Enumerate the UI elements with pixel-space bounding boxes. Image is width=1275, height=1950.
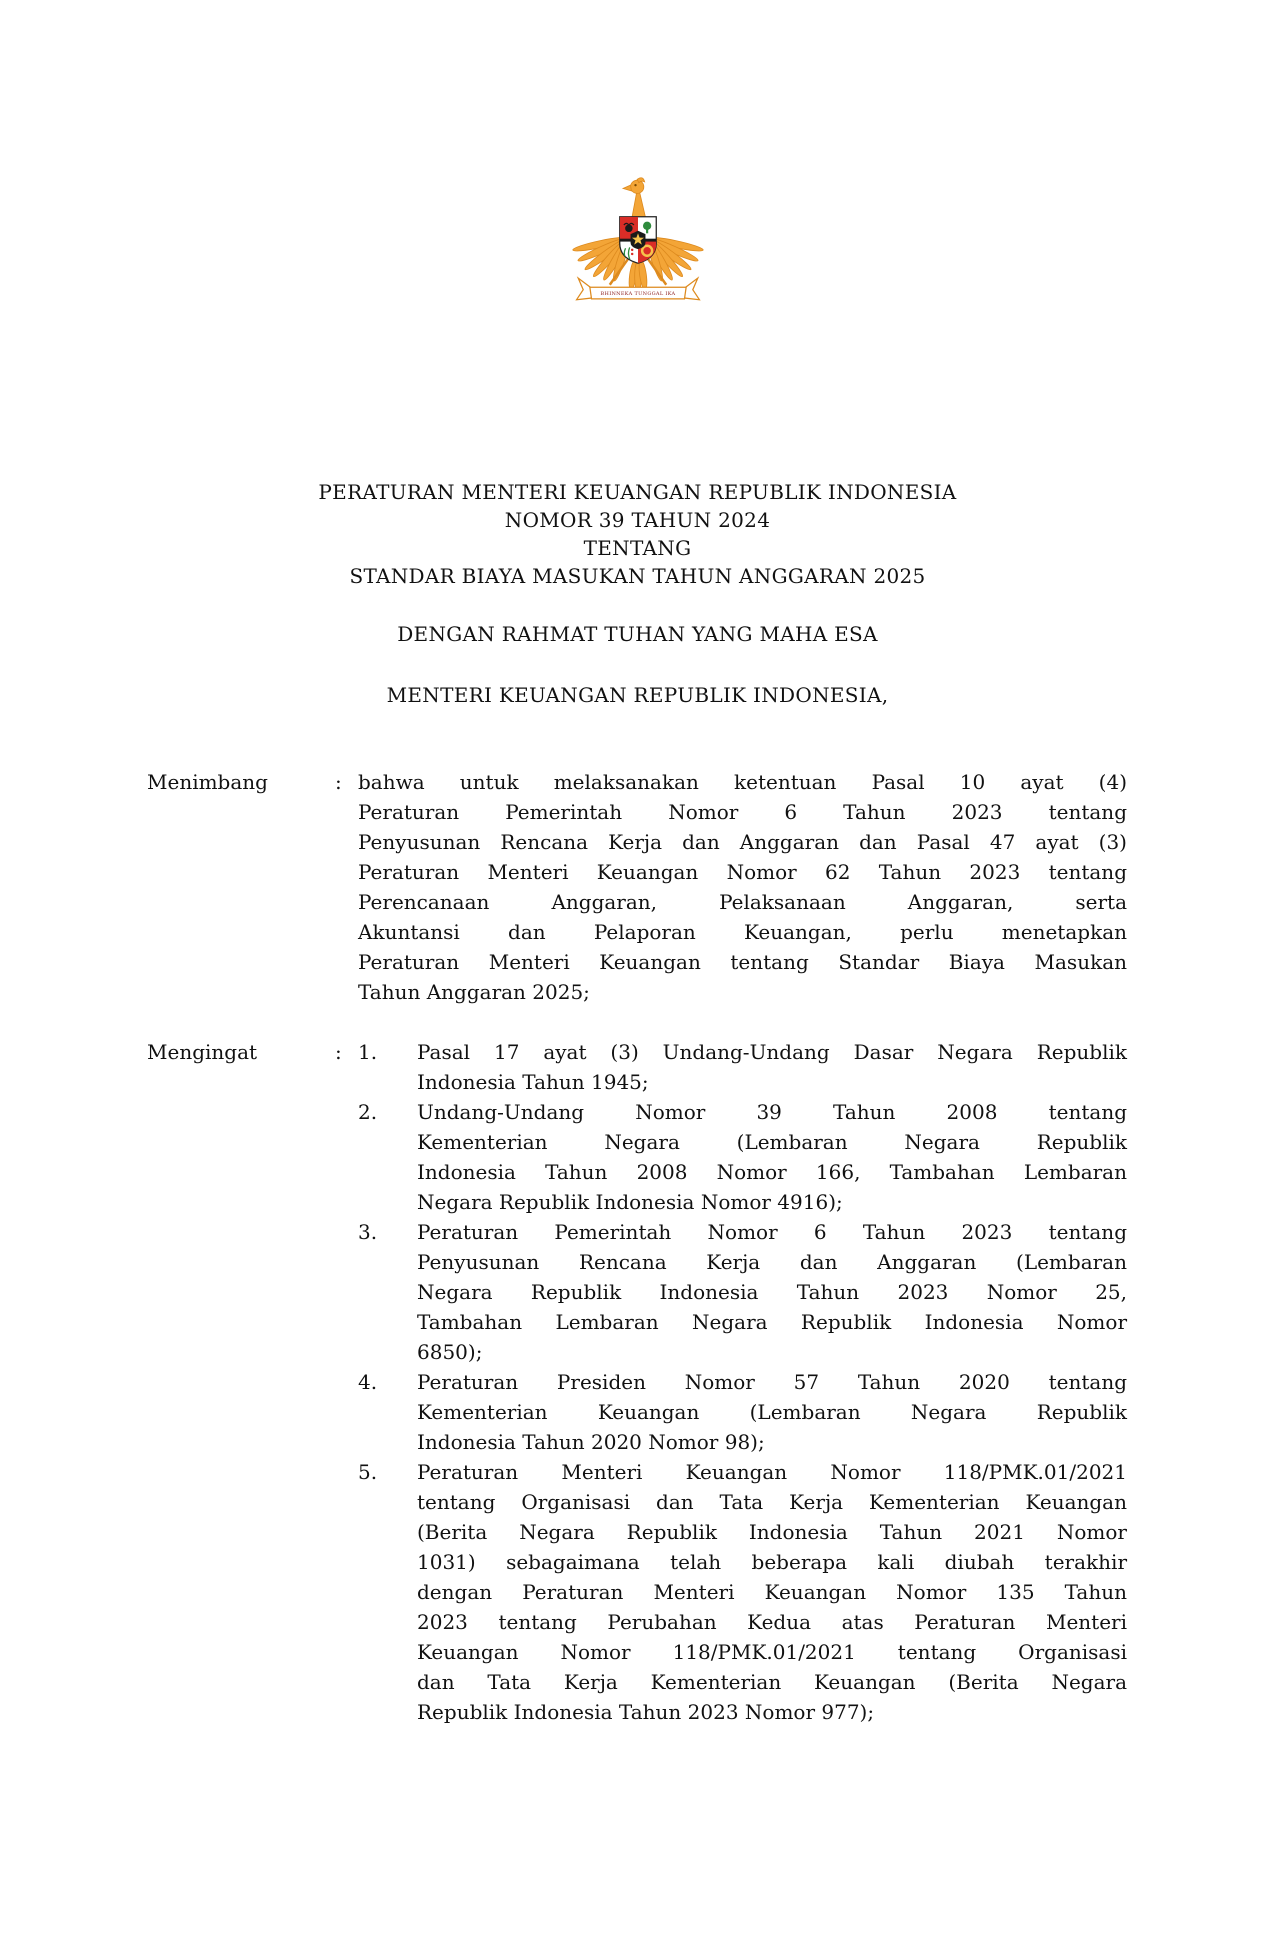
mengingat-line: Kementerian Keuangan (Lembaran Negara Republik <box>417 1400 1127 1424</box>
title-line-institution: PERATURAN MENTERI KEUANGAN REPUBLIK INDONESIA <box>318 480 957 504</box>
menimbang-line: Akuntansi dan Pelaporan Keuangan, perlu menetapkan <box>358 920 1127 944</box>
motto-text: BHINNEKA TUNGGAL IKA <box>600 291 675 298</box>
mengingat-line: Indonesia Tahun 2008 Nomor 166, Tambahan Lembaran <box>417 1160 1127 1184</box>
menimbang-line: Penyusunan Rencana Kerja dan Anggaran dan Pasal 47 ayat (3) <box>358 830 1127 854</box>
mengingat-line: 2023 tentang Perubahan Kedua atas Peraturan Menteri <box>417 1610 1127 1634</box>
menimbang-clause <box>147 767 1127 1007</box>
menimbang-line: Tahun Anggaran 2025; <box>358 980 590 1004</box>
mengingat-line: Pasal 17 ayat (3) Undang-Undang Dasar Negara Republik <box>417 1040 1127 1064</box>
mengingat-clause <box>147 1037 1127 1727</box>
menimbang-line: Peraturan Menteri Keuangan tentang Standar Biaya Masukan <box>358 950 1127 974</box>
menimbang-paragraph <box>358 767 1127 1007</box>
mengingat-line: dengan Peraturan Menteri Keuangan Nomor 135 Tahun <box>417 1580 1127 1604</box>
item-number: 2. <box>358 1100 378 1124</box>
mengingat-line: Tambahan Lembaran Negara Republik Indonesia Nomor <box>417 1310 1127 1334</box>
menimbang-line: bahwa untuk melaksanakan ketentuan Pasal 10 ayat (4) <box>358 770 1127 794</box>
menimbang-separator: : <box>335 770 342 794</box>
mengingat-line: Negara Republik Indonesia Nomor 4916); <box>417 1190 843 1214</box>
mengingat-separator: : <box>335 1040 342 1064</box>
menimbang-line: Peraturan Menteri Keuangan Nomor 62 Tahun 2023 tentang <box>358 860 1127 884</box>
mengingat-line: Keuangan Nomor 118/PMK.01/2021 tentang Organisasi <box>417 1640 1127 1664</box>
mengingat-item <box>358 1037 1127 1097</box>
mengingat-item <box>358 1217 1127 1367</box>
garuda-pancasila-emblem <box>553 142 723 308</box>
item-number: 1. <box>358 1040 378 1064</box>
mengingat-line: Indonesia Tahun 1945; <box>417 1070 649 1094</box>
garuda-head <box>623 178 646 221</box>
mengingat-line: dan Tata Kerja Kementerian Keuangan (Berita Negara <box>417 1670 1127 1694</box>
mengingat-line: Indonesia Tahun 2020 Nomor 98); <box>417 1430 765 1454</box>
mengingat-line: tentang Organisasi dan Tata Kerja Kementerian Keuangan <box>417 1490 1127 1514</box>
invocation-line: DENGAN RAHMAT TUHAN YANG MAHA ESA <box>397 622 878 646</box>
mengingat-line: Negara Republik Indonesia Tahun 2023 Nomor 25, <box>417 1280 1127 1304</box>
mengingat-line: Peraturan Pemerintah Nomor 6 Tahun 2023 tentang <box>417 1220 1127 1244</box>
menimbang-label: Menimbang <box>147 770 268 794</box>
mengingat-line: (Berita Negara Republik Indonesia Tahun 2021 Nomor <box>417 1520 1127 1544</box>
item-number: 3. <box>358 1220 378 1244</box>
authority-line: MENTERI KEUANGAN REPUBLIK INDONESIA, <box>386 683 889 707</box>
mengingat-line: Kementerian Negara (Lembaran Negara Republik <box>417 1130 1127 1154</box>
mengingat-list <box>358 1037 1127 1727</box>
item-number: 5. <box>358 1460 378 1484</box>
item-number: 4. <box>358 1370 378 1394</box>
menimbang-line: Peraturan Pemerintah Nomor 6 Tahun 2023 tentang <box>358 800 1127 824</box>
title-line-subject: STANDAR BIAYA MASUKAN TAHUN ANGGARAN 2025 <box>349 564 926 588</box>
mengingat-label: Mengingat <box>147 1040 258 1064</box>
mengingat-line: 6850); <box>417 1340 483 1364</box>
mengingat-line: 1031) sebagaimana telah beberapa kali diubah terakhir <box>417 1550 1127 1574</box>
mengingat-line: Peraturan Menteri Keuangan Nomor 118/PMK.01/2021 <box>417 1460 1127 1484</box>
mengingat-line: Undang-Undang Nomor 39 Tahun 2008 tentang <box>417 1100 1127 1124</box>
mengingat-line: Peraturan Presiden Nomor 57 Tahun 2020 tentang <box>417 1370 1127 1394</box>
menimbang-line: Perencanaan Anggaran, Pelaksanaan Anggaran, serta <box>358 890 1127 914</box>
mengingat-item <box>358 1097 1127 1217</box>
mengingat-line: Republik Indonesia Tahun 2023 Nomor 977); <box>417 1700 875 1724</box>
mengingat-line: Penyusunan Rencana Kerja dan Anggaran (Lembaran <box>417 1250 1127 1274</box>
regulation-title <box>0 478 1275 590</box>
mengingat-item <box>358 1367 1127 1457</box>
title-line-tentang: TENTANG <box>583 536 692 560</box>
mengingat-item <box>358 1457 1127 1727</box>
title-line-number: NOMOR 39 TAHUN 2024 <box>504 508 771 532</box>
